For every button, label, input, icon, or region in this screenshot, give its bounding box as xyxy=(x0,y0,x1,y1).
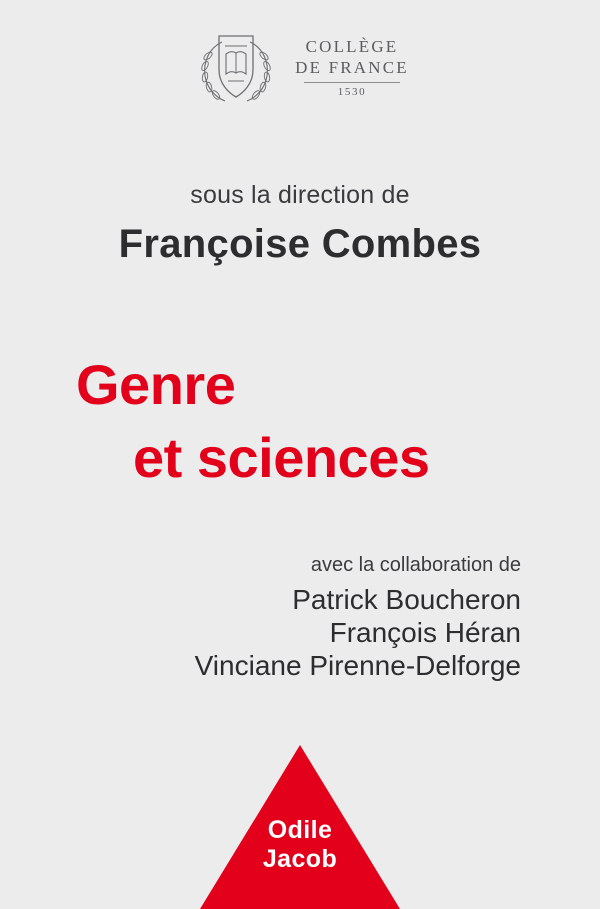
emblem-text xyxy=(295,37,409,98)
contributor-name: François Héran xyxy=(329,617,521,649)
emblem-divider xyxy=(304,82,400,83)
contributor-name: Patrick Boucheron xyxy=(292,584,521,615)
publisher-name-line-1: Odile xyxy=(267,816,333,844)
book-title-line-2: et sciences xyxy=(133,426,430,489)
contributor-list xyxy=(195,583,521,682)
publisher-logo xyxy=(0,729,600,909)
book-title-line-1: Genre xyxy=(76,353,236,416)
collaboration-label: avec la collaboration de xyxy=(310,554,521,576)
college-de-france-crest-icon xyxy=(191,26,281,110)
college-de-france-emblem xyxy=(0,26,600,110)
direction-label: sous la direction de xyxy=(190,181,410,209)
emblem-year: 1530 xyxy=(337,85,367,98)
emblem-inner xyxy=(191,26,409,110)
emblem-line-1: COLLÈGE xyxy=(305,37,399,57)
publisher-name-line-2: Jacob xyxy=(262,844,338,873)
publisher-name xyxy=(0,816,600,873)
editor-name: Françoise Combes xyxy=(118,222,482,266)
emblem-line-2: DE FRANCE xyxy=(295,57,409,77)
contributor-name: Vinciane Pirenne-Delforge xyxy=(194,650,521,682)
